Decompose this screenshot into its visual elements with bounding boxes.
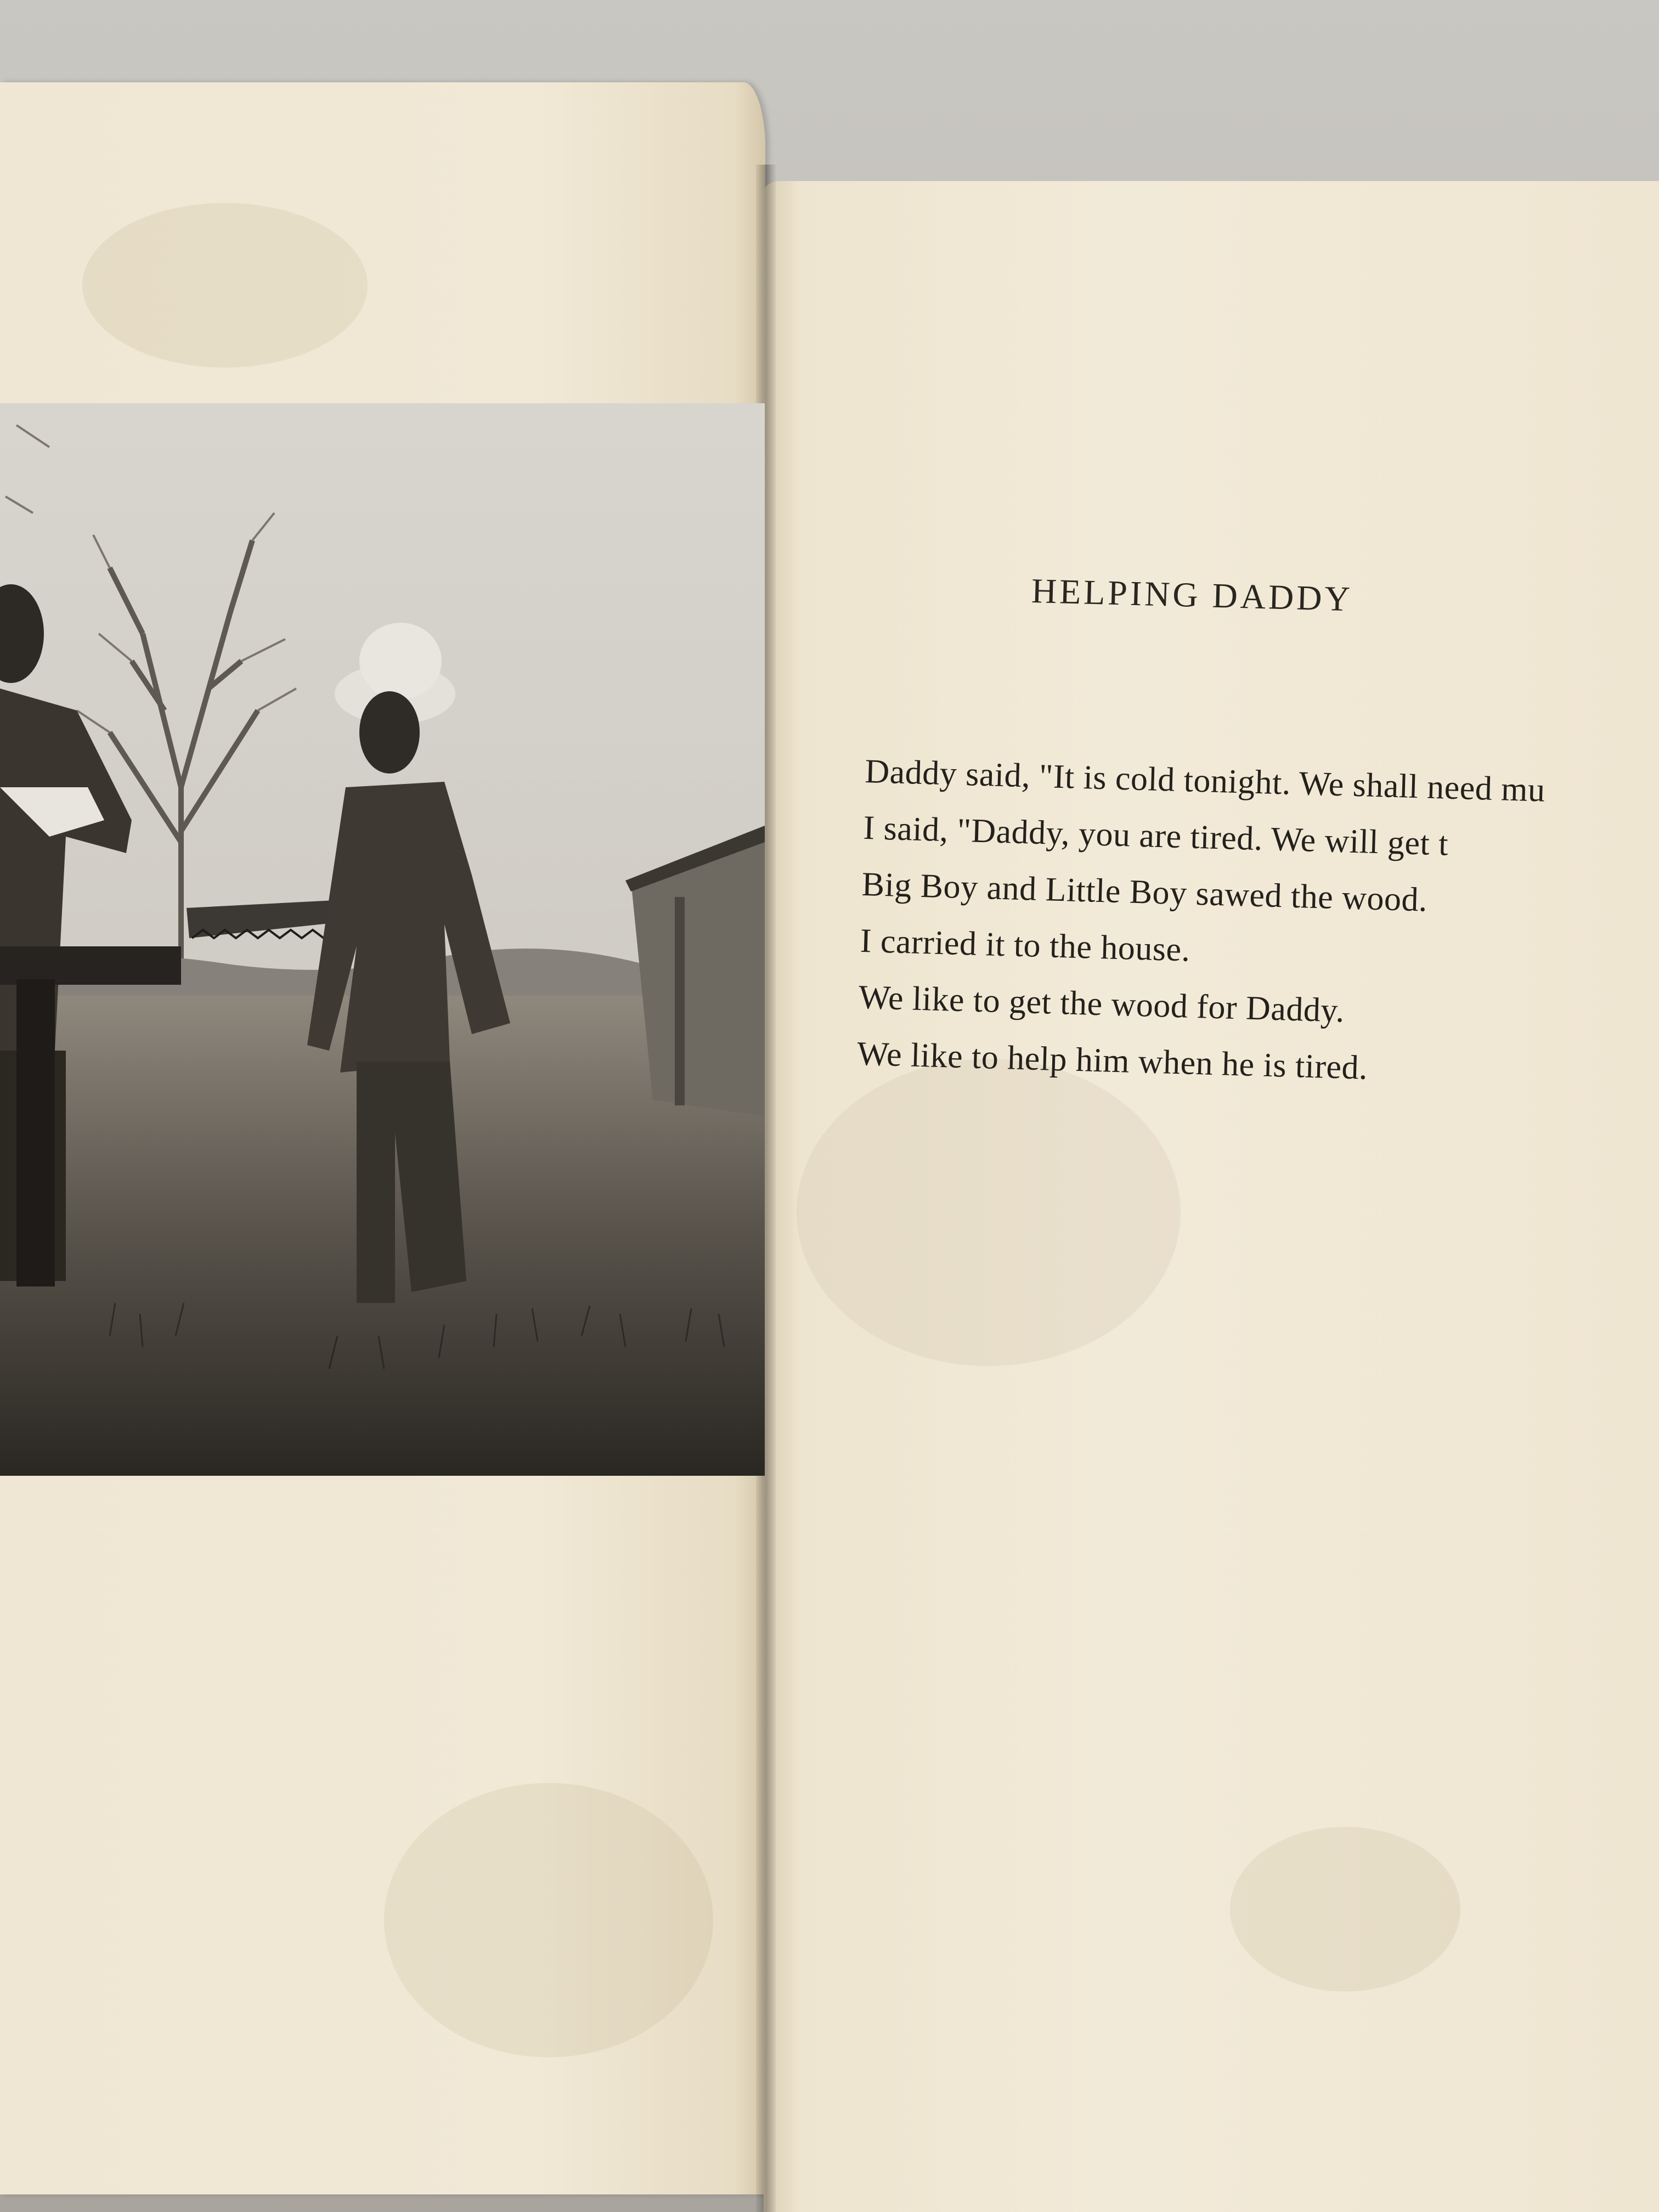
- story-line: I carried it to the house.: [859, 922, 1191, 969]
- story-line: We like to get the wood for Daddy.: [858, 978, 1345, 1030]
- story-line: Big Boy and Little Boy sawed the wood.: [861, 865, 1428, 919]
- photo-illustration: [0, 403, 765, 1476]
- page-title: HELPING DADDY: [1031, 571, 1353, 619]
- story-text: [856, 743, 1659, 1104]
- paper-stain: [797, 1059, 1181, 1366]
- paper-stain: [1230, 1827, 1460, 1991]
- paper-stain: [82, 203, 368, 368]
- right-page: [764, 181, 1659, 2212]
- story-line: I said, "Daddy, you are tired. We will get t: [862, 809, 1449, 863]
- paper-stain: [384, 1783, 713, 2057]
- story-line: Daddy said, "It is cold tonight. We shall need mu: [864, 752, 1546, 809]
- photograph-boys-sawing-wood: [0, 403, 765, 1476]
- story-line: We like to help him when he is tired.: [856, 1035, 1369, 1087]
